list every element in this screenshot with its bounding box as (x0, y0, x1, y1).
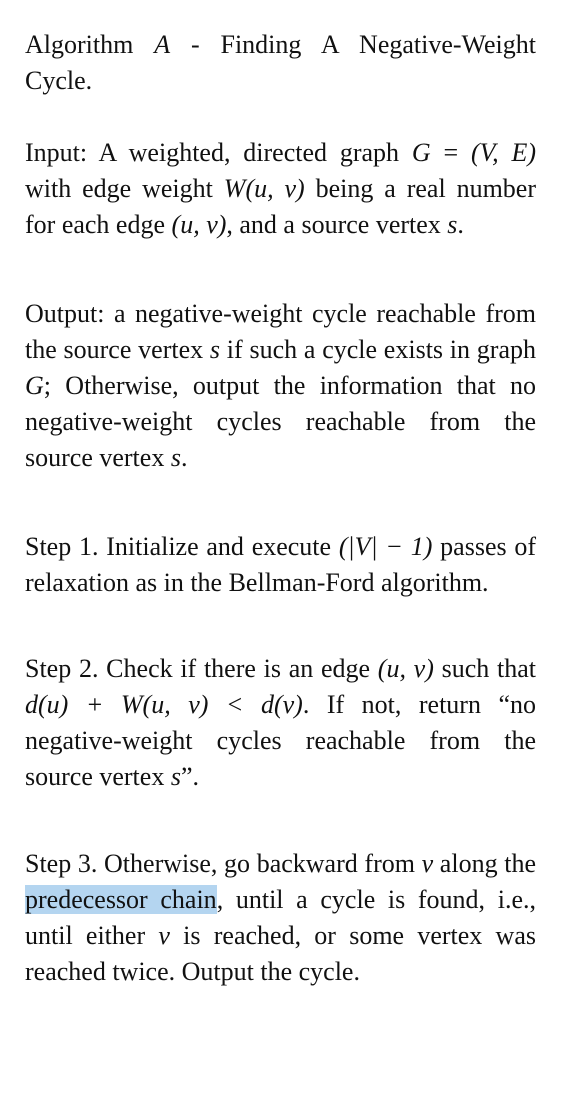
input-vertex-edge-set: (V, E) (470, 138, 536, 167)
step-1-pass-count: (|V| − 1) (338, 532, 433, 561)
algorithm-document (25, 27, 536, 990)
output-source-vertex: s (209, 335, 221, 364)
output-text-1: Output: a negative-weight cycle reachable from the source vertex (25, 299, 536, 364)
algorithm-title (25, 27, 536, 99)
input-graph-variable: G (411, 138, 431, 167)
input-text-4: , and a source vertex (226, 210, 448, 239)
input-equals: = (430, 138, 471, 167)
step-2-text-1: Step 2. Check if there is an edge (25, 654, 378, 683)
step-3-text-4: is reached, or some vertex was reached twice. Output the cycle. (25, 921, 536, 986)
title-algorithm-variable: A (154, 30, 171, 59)
input-source-vertex: s (447, 210, 458, 239)
input-text-2: with edge weight (25, 174, 224, 203)
step-2-source-vertex: s (170, 762, 181, 791)
title-rest: - Finding A Negative-Weight Cycle. (25, 30, 536, 95)
step-2-text-4: ”. (180, 762, 199, 791)
step-1-text-2: passes of relaxation as in the Bellman-Ford algorithm. (25, 532, 537, 597)
step-2-inequality: d(u) + W(u, v) < d(v) (25, 690, 303, 719)
step-3-text-2: along the (433, 849, 536, 878)
step-2-text-2: such that (433, 654, 536, 683)
step-3-vertex-v: v (421, 849, 434, 878)
step-1-paragraph (25, 529, 536, 601)
output-paragraph (25, 296, 536, 476)
input-weight-function: W(u, v) (223, 174, 305, 203)
title-prefix: Algorithm (25, 30, 155, 59)
output-text-4: . (180, 443, 188, 472)
step-3-vertex-v-2: v (158, 921, 170, 950)
output-text-3: ; Otherwise, output the information that no negative-weight cycles reachable from the source vertex (25, 371, 536, 472)
output-graph-variable: G (25, 371, 44, 400)
output-source-vertex-2: s (170, 443, 181, 472)
input-text-5: . (457, 210, 464, 239)
input-text-1: Input: A weighted, directed graph (25, 138, 412, 167)
selected-text-highlight[interactable]: predecessor chain (25, 885, 217, 914)
input-paragraph (25, 135, 536, 243)
step-1-text-1: Step 1. Initialize and execute (25, 532, 339, 561)
step-2-edge-pair: (u, v) (377, 654, 434, 683)
step-3-text-3: , until a cycle is found, i.e., until either (25, 885, 536, 950)
input-edge-pair: (u, v) (171, 210, 227, 239)
step-3-text-1: Step 3. Otherwise, go backward from (25, 849, 422, 878)
step-2-text-3: . If not, return “no negative-weight cycles reachable from the source vertex (25, 690, 536, 791)
step-3-paragraph (25, 846, 536, 990)
step-2-paragraph (25, 651, 536, 795)
input-text-3: being a real number for each edge (25, 174, 536, 239)
output-text-2: if such a cycle exists in graph (220, 335, 536, 364)
